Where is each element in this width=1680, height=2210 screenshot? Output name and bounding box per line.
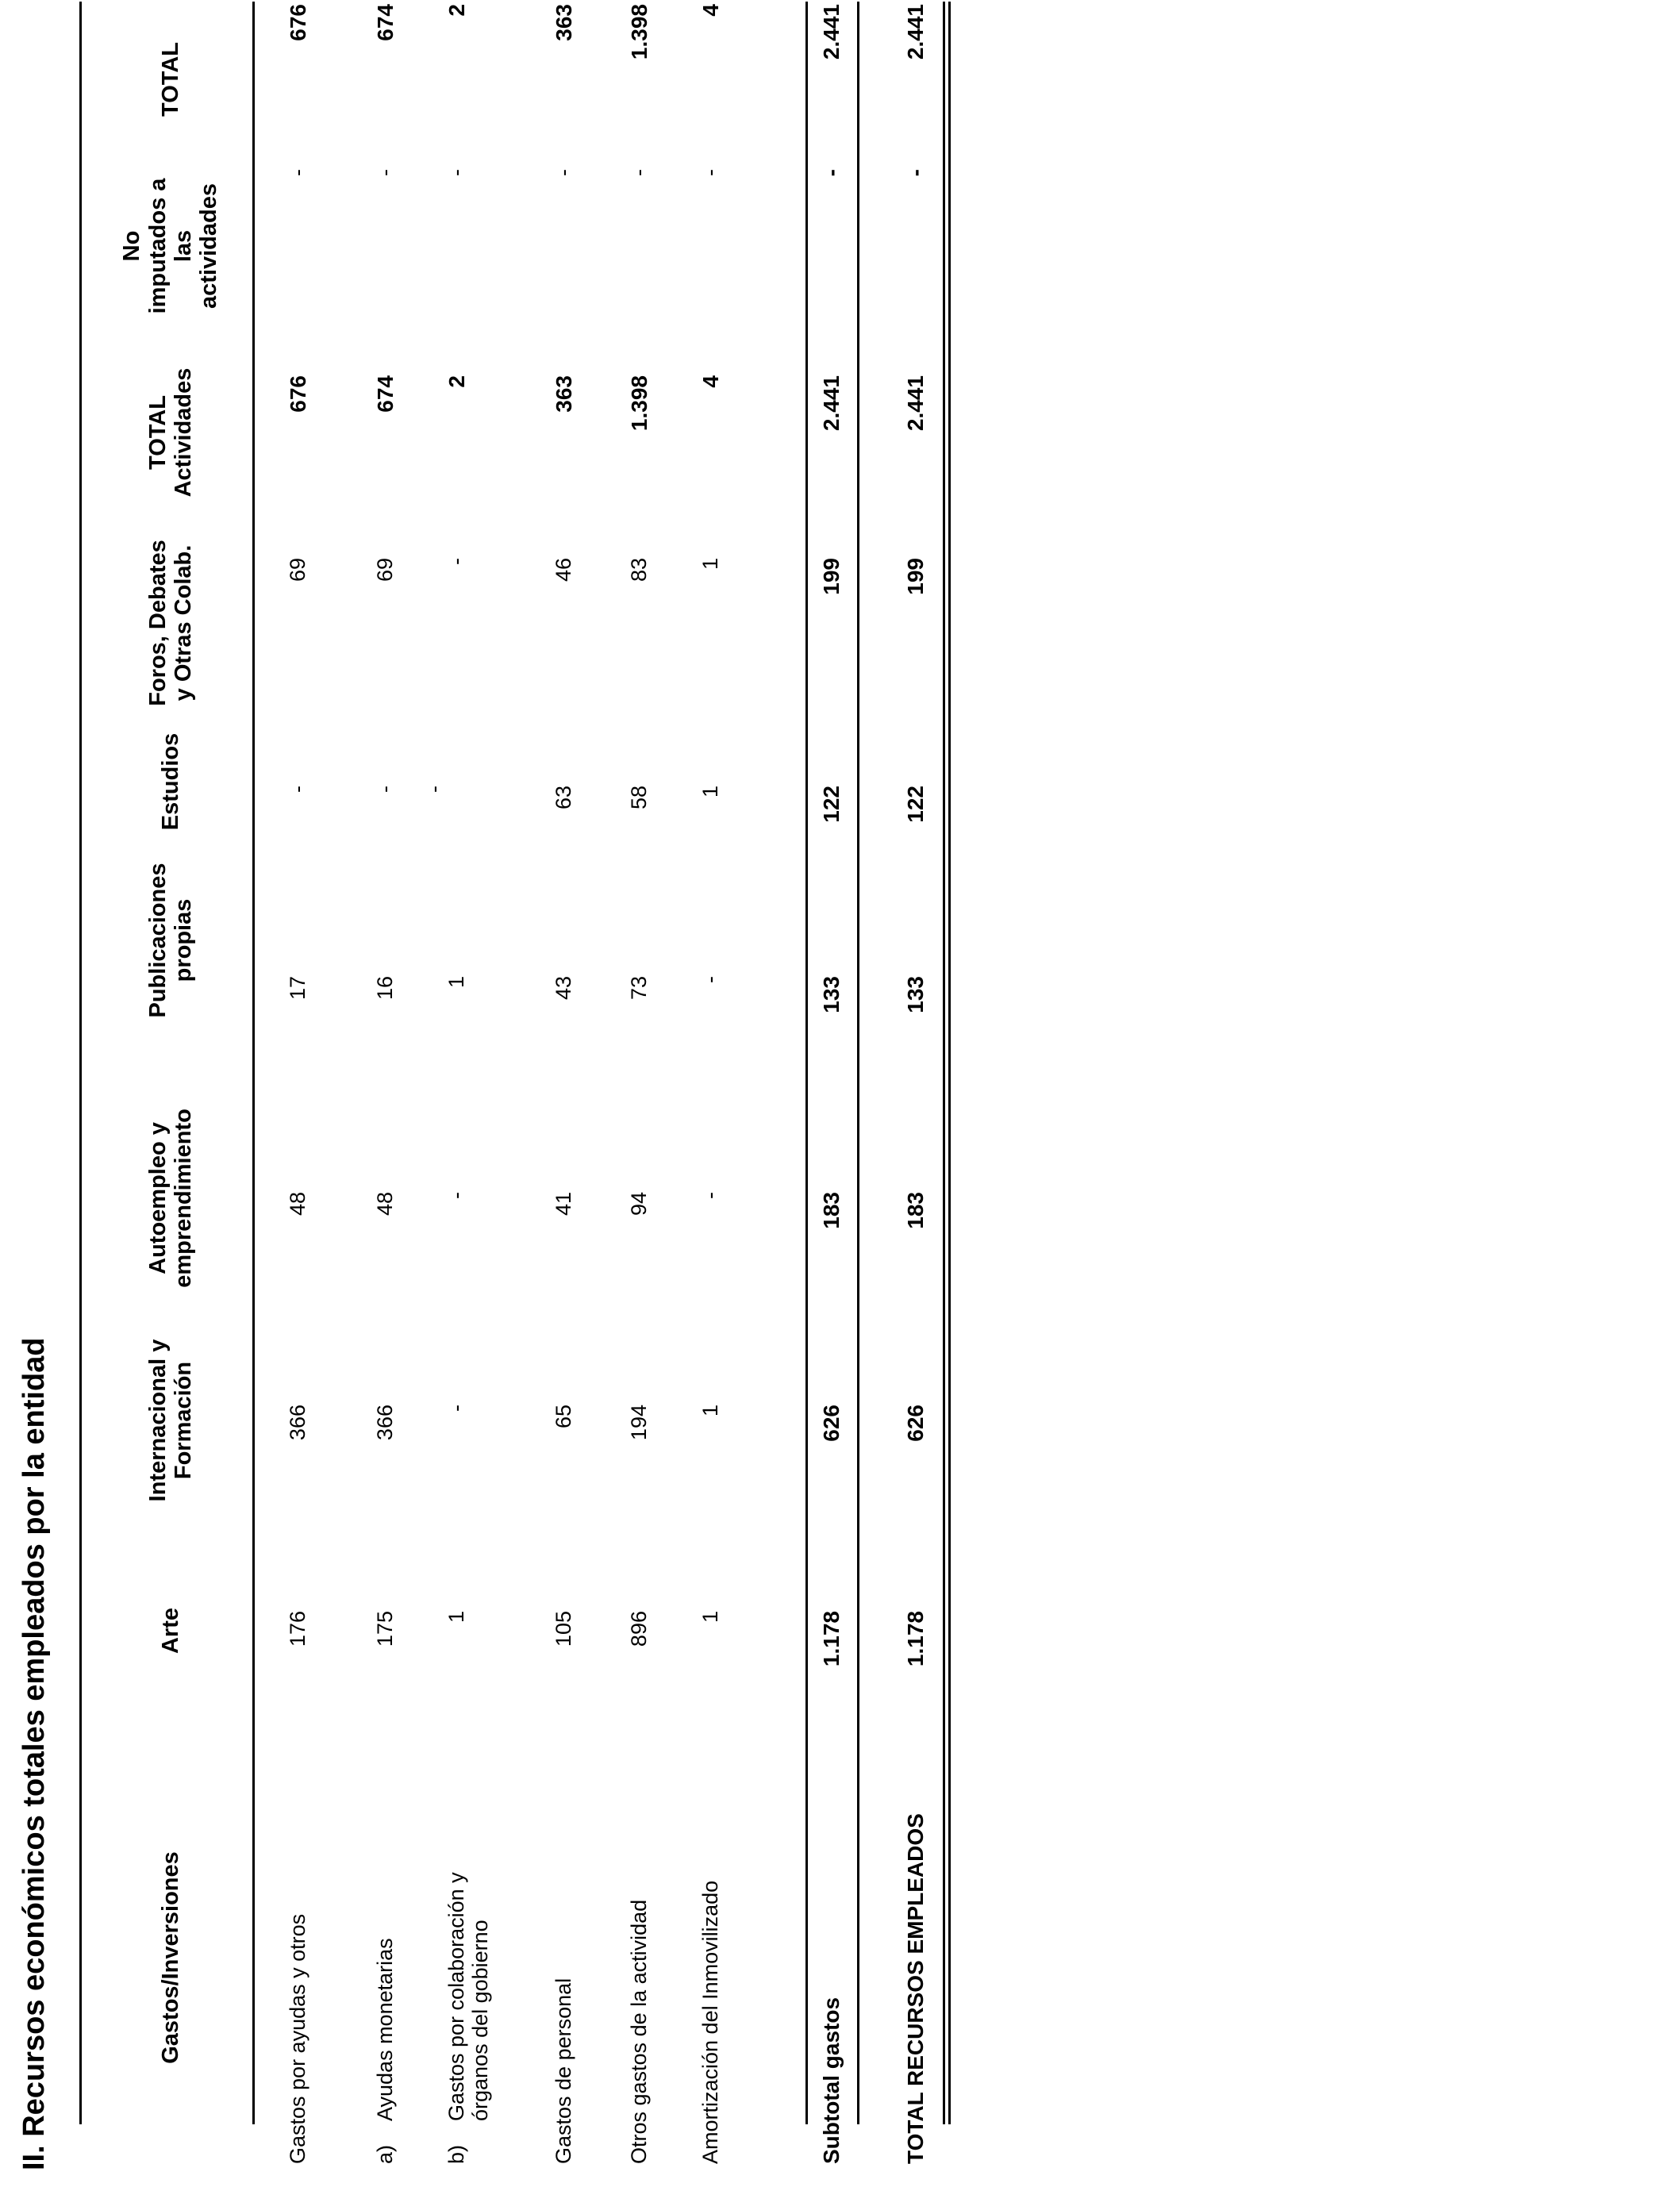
cell-gastos-ayudas-estudios: - (286, 786, 309, 793)
cell-otros-gastos-total-actividades: 1.398 (627, 375, 652, 432)
cell-gastos-ayudas-autoempleo: 48 (286, 1192, 309, 1216)
subtotal-bottom-rule (857, 2, 859, 2124)
cell-amortizacion-total-actividades: 4 (698, 375, 723, 388)
cell-ayudas-monetarias-no-imputados: - (373, 169, 397, 176)
column-header-total: TOTAL (157, 42, 183, 117)
column-header-total-actividades: TOTAL Actividades (144, 367, 196, 498)
cell-gastos-colaboracion-estudios: - (422, 786, 446, 793)
cell-otros-gastos-internacional: 194 (627, 1405, 651, 1441)
row-label-total-recursos: TOTAL RECURSOS EMPLEADOS (903, 1813, 928, 2164)
cell-ayudas-monetarias-publicaciones: 16 (373, 976, 397, 1001)
column-header-no-imputados: No imputados a las actividades (119, 178, 222, 314)
cell-amortizacion-internacional: 1 (698, 1405, 722, 1417)
row-label-text: Gastos por colaboración y órganos del gobierno (444, 1872, 493, 2121)
page-title: II. Recursos económicos totales empleados por la entidad (17, 1337, 51, 2170)
row-label-gastos-ayudas: Gastos por ayudas y otros (286, 1913, 309, 2164)
cell-gastos-ayudas-total-actividades: 676 (286, 375, 310, 413)
cell-gastos-personal-publicaciones: 43 (552, 976, 575, 1001)
cell-total-recursos-foros: 199 (903, 558, 928, 595)
cell-total-recursos-estudios: 122 (903, 786, 928, 823)
cell-total-recursos-no-imputados: - (903, 169, 928, 177)
cell-amortizacion-no-imputados: - (698, 169, 722, 176)
cell-ayudas-monetarias-total: 674 (373, 4, 398, 41)
cell-gastos-colaboracion-autoempleo: - (444, 1192, 468, 1199)
cell-gastos-colaboracion-foros: - (444, 558, 468, 565)
cell-gastos-colaboracion-internacional: - (444, 1405, 468, 1412)
cell-gastos-ayudas-internacional: 366 (286, 1405, 309, 1441)
row-label-gastos-personal: Gastos de personal (552, 1977, 575, 2164)
cell-total-recursos-total-actividades: 2.441 (903, 375, 928, 432)
cell-ayudas-monetarias-arte: 175 (373, 1611, 397, 1647)
header-top-rule (79, 2, 82, 2124)
column-header-autoempleo: Autoempleo y emprendimiento (144, 1109, 196, 1288)
cell-otros-gastos-autoempleo: 94 (627, 1192, 651, 1216)
column-header-foros: Foros, Debates y Otras Colab. (144, 540, 196, 706)
cell-gastos-ayudas-arte: 176 (286, 1611, 309, 1647)
cell-gastos-colaboracion-total: 2 (444, 4, 469, 17)
cell-gastos-colaboracion-publicaciones: 1 (444, 976, 468, 989)
cell-ayudas-monetarias-estudios: - (373, 786, 397, 793)
subtotal-top-rule (805, 2, 808, 2124)
column-header-estudios: Estudios (157, 732, 183, 831)
cell-total-recursos-total: 2.441 (903, 4, 928, 60)
row-label-text: Ayudas monetarias (373, 1938, 397, 2121)
cell-gastos-ayudas-publicaciones: 17 (286, 976, 309, 1001)
row-label-amortizacion: Amortización del Inmovilizado (698, 1880, 722, 2164)
total-double-rule (943, 2, 951, 2124)
row-marker: b) (444, 2144, 468, 2164)
cell-otros-gastos-publicaciones: 73 (627, 976, 651, 1001)
cell-ayudas-monetarias-foros: 69 (373, 558, 397, 582)
cell-subtotal-gastos-estudios: 122 (819, 786, 844, 823)
row-label-otros-gastos: Otros gastos de la actividad (627, 1899, 651, 2164)
cell-gastos-ayudas-foros: 69 (286, 558, 309, 582)
column-header-publicaciones: Publicaciones propias (144, 863, 196, 1018)
row-label-ayudas-monetarias (373, 1938, 397, 2164)
cell-total-recursos-publicaciones: 133 (903, 976, 928, 1013)
column-header-arte: Arte (157, 1608, 183, 1655)
cell-subtotal-gastos-autoempleo: 183 (819, 1192, 844, 1229)
cell-ayudas-monetarias-total-actividades: 674 (373, 375, 398, 413)
cell-otros-gastos-foros: 83 (627, 558, 651, 582)
cell-subtotal-gastos-total: 2.441 (819, 4, 844, 60)
cell-amortizacion-estudios: 1 (698, 786, 722, 798)
cell-otros-gastos-arte: 896 (627, 1611, 651, 1647)
column-header-internacional: Internacional y Formación (144, 1339, 196, 1502)
cell-gastos-ayudas-no-imputados: - (286, 169, 309, 176)
cell-total-recursos-autoempleo: 183 (903, 1192, 928, 1229)
column-header-gastos: Gastos/Inversiones (157, 1851, 183, 2064)
cell-gastos-personal-no-imputados: - (552, 169, 575, 176)
cell-subtotal-gastos-publicaciones: 133 (819, 976, 844, 1013)
cell-gastos-ayudas-total: 676 (286, 4, 310, 41)
cell-gastos-personal-total: 363 (552, 4, 576, 41)
cell-gastos-personal-internacional: 65 (552, 1405, 575, 1429)
cell-amortizacion-autoempleo: - (698, 1192, 722, 1199)
cell-gastos-personal-total-actividades: 363 (552, 375, 576, 413)
row-marker: a) (373, 2144, 397, 2164)
cell-subtotal-gastos-no-imputados: - (819, 169, 844, 177)
cell-subtotal-gastos-total-actividades: 2.441 (819, 375, 844, 432)
cell-gastos-personal-autoempleo: 41 (552, 1192, 575, 1216)
cell-otros-gastos-estudios: 58 (627, 786, 651, 810)
cell-gastos-personal-foros: 46 (552, 558, 575, 582)
cell-gastos-personal-arte: 105 (552, 1611, 575, 1647)
cell-amortizacion-publicaciones: - (698, 976, 722, 983)
cell-otros-gastos-no-imputados: - (627, 169, 651, 176)
row-label-gastos-colaboracion (444, 1872, 492, 2164)
cell-gastos-personal-estudios: 63 (552, 786, 575, 810)
cell-amortizacion-arte: 1 (698, 1611, 722, 1624)
cell-total-recursos-arte: 1.178 (903, 1611, 928, 1667)
cell-total-recursos-internacional: 626 (903, 1405, 928, 1442)
cell-ayudas-monetarias-internacional: 366 (373, 1405, 397, 1441)
cell-otros-gastos-total: 1.398 (627, 4, 652, 60)
cell-ayudas-monetarias-autoempleo: 48 (373, 1192, 397, 1216)
cell-amortizacion-total: 4 (698, 4, 723, 17)
cell-gastos-colaboracion-arte: 1 (444, 1611, 468, 1624)
cell-gastos-colaboracion-total-actividades: 2 (444, 375, 469, 388)
row-label-subtotal-gastos: Subtotal gastos (819, 1997, 844, 2164)
cell-gastos-colaboracion-no-imputados: - (444, 169, 468, 176)
cell-subtotal-gastos-arte: 1.178 (819, 1611, 844, 1667)
cell-subtotal-gastos-internacional: 626 (819, 1405, 844, 1442)
cell-subtotal-gastos-foros: 199 (819, 558, 844, 595)
cell-amortizacion-foros: 1 (698, 558, 722, 571)
